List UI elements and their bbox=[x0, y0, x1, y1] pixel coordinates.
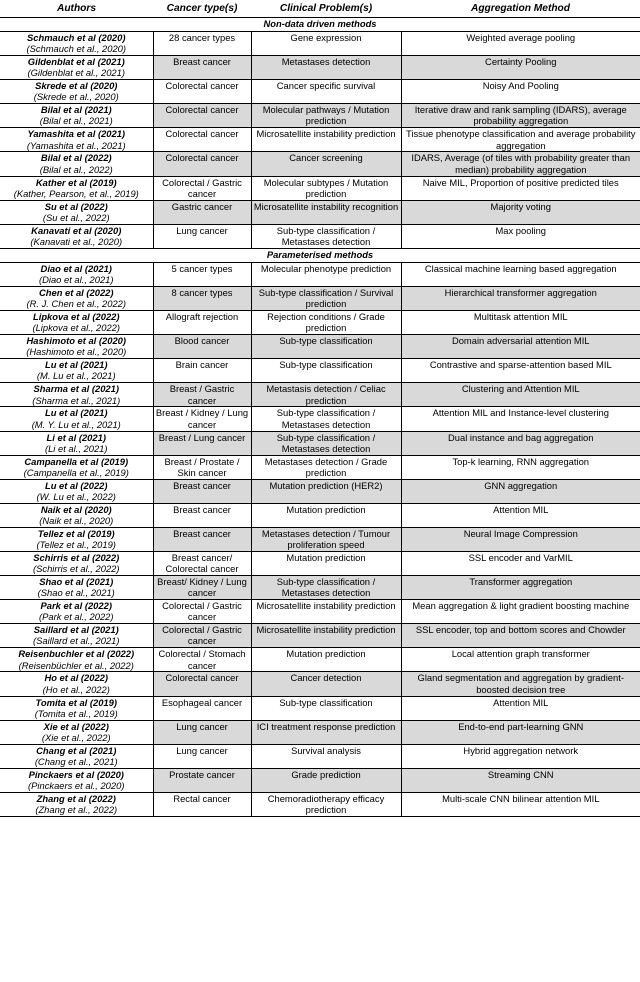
author-name: Diao et al (2021) bbox=[40, 262, 112, 274]
author-citation: (Schmauch et al., 2020) bbox=[26, 43, 127, 55]
author-cell bbox=[0, 286, 153, 310]
author-cell bbox=[0, 176, 153, 200]
author-cell bbox=[0, 455, 153, 479]
author-name: Bilal et al (2021) bbox=[40, 104, 112, 116]
clinical-problem-cell: Molecular subtypes / Mutation prediction bbox=[251, 176, 401, 200]
author-name: Li et al (2021) bbox=[46, 431, 106, 443]
section-title: Parameterised methods bbox=[0, 248, 640, 262]
table-row bbox=[0, 720, 640, 744]
cancer-type-cell: Breast cancer bbox=[153, 503, 251, 527]
cancer-type-cell: Esophageal cancer bbox=[153, 696, 251, 720]
cancer-type-cell: Colorectal cancer bbox=[153, 104, 251, 128]
table-body bbox=[0, 18, 640, 817]
clinical-problem-cell: Grade prediction bbox=[251, 768, 401, 792]
author-cell bbox=[0, 128, 153, 152]
cancer-type-cell: Colorectal / Gastric cancer bbox=[153, 176, 251, 200]
section-row bbox=[0, 18, 640, 32]
aggregation-method-cell: Tissue phenotype classification and average probability aggregation bbox=[401, 128, 640, 152]
author-citation: (W. Lu et al., 2022) bbox=[36, 490, 116, 502]
author-citation: (Skrede et al., 2020) bbox=[33, 91, 119, 103]
clinical-problem-cell: Metastases detection / Grade prediction bbox=[251, 455, 401, 479]
aggregation-method-cell: Transformer aggregation bbox=[401, 576, 640, 600]
cancer-type-cell: Breast cancer bbox=[153, 527, 251, 551]
cancer-type-cell: Lung cancer bbox=[153, 224, 251, 248]
header-row bbox=[0, 0, 640, 18]
clinical-problem-cell: Rejection conditions / Grade prediction bbox=[251, 311, 401, 335]
cancer-type-cell: Prostate cancer bbox=[153, 768, 251, 792]
clinical-problem-cell: Cancer specific survival bbox=[251, 80, 401, 104]
aggregation-method-cell: Iterative draw and rank sampling (IDARS), average probability aggregation bbox=[401, 104, 640, 128]
cancer-type-cell: Rectal cancer bbox=[153, 792, 251, 816]
clinical-problem-cell: ICI treatment response prediction bbox=[251, 720, 401, 744]
clinical-problem-cell: Sub-type classification / Metastases detection bbox=[251, 431, 401, 455]
author-cell bbox=[0, 56, 153, 80]
author-citation: (Schirris et al., 2022) bbox=[33, 563, 120, 575]
author-cell bbox=[0, 527, 153, 551]
table-row bbox=[0, 768, 640, 792]
table-row bbox=[0, 383, 640, 407]
table-row bbox=[0, 407, 640, 431]
table-row bbox=[0, 200, 640, 224]
table-row bbox=[0, 648, 640, 672]
cancer-type-cell: Breast / Gastric cancer bbox=[153, 383, 251, 407]
author-citation: (Bilal et al., 2021) bbox=[39, 115, 113, 127]
aggregation-method-cell: Hybrid aggregation network bbox=[401, 744, 640, 768]
cancer-type-cell: Breast cancer/ Colorectal cancer bbox=[153, 551, 251, 575]
aggregation-method-cell: Top-k learning, RNN aggregation bbox=[401, 455, 640, 479]
cancer-type-cell: Blood cancer bbox=[153, 335, 251, 359]
author-cell bbox=[0, 768, 153, 792]
author-cell bbox=[0, 720, 153, 744]
aggregation-method-cell: SSL encoder, top and bottom scores and Chowder bbox=[401, 624, 640, 648]
aggregation-method-cell: End-to-end part-learning GNN bbox=[401, 720, 640, 744]
author-cell bbox=[0, 672, 153, 696]
table-row bbox=[0, 624, 640, 648]
author-name: Zhang et al (2022) bbox=[36, 792, 116, 804]
author-name: Gildenblat et al (2021) bbox=[27, 56, 125, 68]
table-row bbox=[0, 551, 640, 575]
table-row bbox=[0, 80, 640, 104]
cancer-type-cell: 28 cancer types bbox=[153, 32, 251, 56]
clinical-problem-cell: Mutation prediction bbox=[251, 551, 401, 575]
clinical-problem-cell: Sub-type classification / Metastases detection bbox=[251, 224, 401, 248]
aggregation-method-cell: Streaming CNN bbox=[401, 768, 640, 792]
table-row bbox=[0, 455, 640, 479]
clinical-problem-cell: Metastasis detection / Celiac prediction bbox=[251, 383, 401, 407]
cancer-type-cell: Breast cancer bbox=[153, 479, 251, 503]
aggregation-method-cell: Certainty Pooling bbox=[401, 56, 640, 80]
author-cell bbox=[0, 479, 153, 503]
author-name: Sharma et al (2021) bbox=[33, 383, 119, 395]
clinical-problem-cell: Molecular phenotype prediction bbox=[251, 262, 401, 286]
author-name: Lu et al (2022) bbox=[44, 479, 108, 491]
clinical-problem-cell: Mutation prediction bbox=[251, 648, 401, 672]
author-name: Pinckaers et al (2020) bbox=[28, 768, 124, 780]
cancer-type-cell: Colorectal cancer bbox=[153, 152, 251, 176]
author-citation: (Li et al., 2021) bbox=[44, 442, 108, 454]
author-cell bbox=[0, 503, 153, 527]
author-cell bbox=[0, 104, 153, 128]
author-citation: (Bilal et al., 2022) bbox=[39, 163, 113, 175]
author-citation: (Gildenblat et al., 2021) bbox=[27, 67, 125, 79]
author-name: Skrede et al (2020) bbox=[35, 80, 118, 92]
author-name: Tomita et al (2019) bbox=[35, 696, 117, 708]
table-row bbox=[0, 104, 640, 128]
clinical-problem-cell: Microsatellite instability prediction bbox=[251, 128, 401, 152]
table-row bbox=[0, 576, 640, 600]
table-row bbox=[0, 128, 640, 152]
aggregation-method-cell: Dual instance and bag aggregation bbox=[401, 431, 640, 455]
clinical-problem-cell: Metastases detection / Tumour proliferation speed bbox=[251, 527, 401, 551]
aggregation-method-cell: Weighted average pooling bbox=[401, 32, 640, 56]
table-row bbox=[0, 672, 640, 696]
author-citation: (Saillard et al., 2021) bbox=[32, 635, 120, 647]
author-cell bbox=[0, 696, 153, 720]
author-name: Lu et al (2021) bbox=[44, 407, 108, 419]
clinical-problem-cell: Mutation prediction bbox=[251, 503, 401, 527]
author-cell bbox=[0, 551, 153, 575]
author-citation: (Shao et al., 2021) bbox=[37, 587, 115, 599]
table-row bbox=[0, 262, 640, 286]
author-name: Schmauch et al (2020) bbox=[27, 32, 126, 43]
author-cell bbox=[0, 383, 153, 407]
aggregation-method-cell: Attention MIL bbox=[401, 503, 640, 527]
clinical-problem-cell: Microsatellite instability recognition bbox=[251, 200, 401, 224]
author-cell bbox=[0, 624, 153, 648]
aggregation-method-cell: Local attention graph transformer bbox=[401, 648, 640, 672]
author-citation: (Pinckaers et al., 2020) bbox=[28, 780, 125, 792]
clinical-problem-cell: Chemoradiotherapy efficacy prediction bbox=[251, 792, 401, 816]
clinical-problem-cell: Sub-type classification / Metastases detection bbox=[251, 407, 401, 431]
author-cell bbox=[0, 262, 153, 286]
cancer-type-cell: Lung cancer bbox=[153, 744, 251, 768]
clinical-problem-cell: Sub-type classification bbox=[251, 359, 401, 383]
author-cell bbox=[0, 792, 153, 816]
cancer-type-cell: Breast / Lung cancer bbox=[153, 431, 251, 455]
author-citation: (Diao et al., 2021) bbox=[38, 274, 114, 286]
author-cell bbox=[0, 600, 153, 624]
author-name: Ho et al (2022) bbox=[44, 672, 109, 684]
author-citation: (Hashimoto et al., 2020) bbox=[26, 346, 127, 358]
author-cell bbox=[0, 152, 153, 176]
author-name: Tellez et al (2019) bbox=[37, 527, 115, 539]
cancer-type-cell: Breast / Kidney / Lung cancer bbox=[153, 407, 251, 431]
table-row bbox=[0, 792, 640, 816]
cancer-type-cell: Colorectal cancer bbox=[153, 80, 251, 104]
aggregation-method-cell: Clustering and Attention MIL bbox=[401, 383, 640, 407]
author-cell bbox=[0, 407, 153, 431]
author-citation: (Yamashita et al., 2021) bbox=[26, 139, 126, 151]
cancer-type-cell: Brain cancer bbox=[153, 359, 251, 383]
table-row bbox=[0, 600, 640, 624]
clinical-problem-cell: Molecular pathways / Mutation prediction bbox=[251, 104, 401, 128]
clinical-problem-cell: Microsatellite instability prediction bbox=[251, 624, 401, 648]
aggregation-method-cell: Attention MIL bbox=[401, 696, 640, 720]
aggregation-method-cell: Multi-scale CNN bilinear attention MIL bbox=[401, 792, 640, 816]
aggregation-method-cell: SSL encoder and VarMIL bbox=[401, 551, 640, 575]
table-row bbox=[0, 359, 640, 383]
author-name: Reisenbuchler et al (2022) bbox=[18, 648, 135, 660]
table-row bbox=[0, 479, 640, 503]
author-citation: (Campanella et al., 2019) bbox=[23, 466, 129, 478]
author-name: Lipkova et al (2022) bbox=[33, 311, 120, 323]
aggregation-method-cell: Mean aggregation & light gradient boosting machine bbox=[401, 600, 640, 624]
aggregation-method-cell: Max pooling bbox=[401, 224, 640, 248]
section-title: Non-data driven methods bbox=[0, 18, 640, 32]
table-row bbox=[0, 152, 640, 176]
author-name: Kather et al (2019) bbox=[35, 176, 117, 188]
cancer-type-cell: Gastric cancer bbox=[153, 200, 251, 224]
author-cell bbox=[0, 80, 153, 104]
author-cell bbox=[0, 576, 153, 600]
author-citation: (Kather, Pearson, et al., 2019) bbox=[13, 187, 139, 199]
author-citation: (Zhang et al., 2022) bbox=[35, 804, 118, 816]
aggregation-method-cell: Neural Image Compression bbox=[401, 527, 640, 551]
aggregation-method-cell: GNN aggregation bbox=[401, 479, 640, 503]
aggregation-method-cell: Domain adversarial attention MIL bbox=[401, 335, 640, 359]
cancer-type-cell: Colorectal cancer bbox=[153, 672, 251, 696]
cancer-type-cell: Lung cancer bbox=[153, 720, 251, 744]
author-cell bbox=[0, 359, 153, 383]
cancer-type-cell: Colorectal cancer bbox=[153, 128, 251, 152]
clinical-problem-cell: Sub-type classification / Survival prediction bbox=[251, 286, 401, 310]
aggregation-method-cell: Hierarchical transformer aggregation bbox=[401, 286, 640, 310]
author-citation: (Kanavati et al., 2020) bbox=[30, 235, 123, 247]
author-name: Hashimoto et al (2020) bbox=[26, 335, 126, 347]
table-row bbox=[0, 286, 640, 310]
author-name: Campanella et al (2019) bbox=[24, 455, 129, 467]
aggregation-method-cell: Classical machine learning based aggregation bbox=[401, 262, 640, 286]
cancer-type-cell: Colorectal / Gastric cancer bbox=[153, 600, 251, 624]
author-cell bbox=[0, 311, 153, 335]
header-aggregation-method: Aggregation Method bbox=[401, 0, 640, 18]
cancer-type-cell: Breast cancer bbox=[153, 56, 251, 80]
cancer-type-cell: 8 cancer types bbox=[153, 286, 251, 310]
cancer-type-cell: Colorectal / Gastric cancer bbox=[153, 624, 251, 648]
author-cell bbox=[0, 200, 153, 224]
clinical-problem-cell: Sub-type classification bbox=[251, 335, 401, 359]
aggregation-method-cell: Contrastive and sparse-attention based MIL bbox=[401, 359, 640, 383]
author-cell bbox=[0, 648, 153, 672]
author-citation: (Xie et al., 2022) bbox=[41, 731, 111, 743]
author-citation: (R. J. Chen et al., 2022) bbox=[26, 298, 127, 310]
table-row bbox=[0, 527, 640, 551]
author-citation: (M. Y. Lu et al., 2021) bbox=[31, 418, 121, 430]
aggregation-method-cell: Attention MIL and Instance-level clustering bbox=[401, 407, 640, 431]
section-row bbox=[0, 248, 640, 262]
author-citation: (Tellez et al., 2019) bbox=[36, 539, 116, 551]
table-row bbox=[0, 696, 640, 720]
author-cell bbox=[0, 744, 153, 768]
author-cell bbox=[0, 335, 153, 359]
author-cell bbox=[0, 431, 153, 455]
aggregation-method-cell: Gland segmentation and aggregation by gradient-boosted decision tree bbox=[401, 672, 640, 696]
cancer-type-cell: Breast / Prostate / Skin cancer bbox=[153, 455, 251, 479]
author-citation: (Park et al., 2022) bbox=[38, 611, 114, 623]
author-name: Xie et al (2022) bbox=[43, 720, 109, 732]
aggregation-method-cell: IDARS, Average (of tiles with probability greater than median) probability aggregation bbox=[401, 152, 640, 176]
clinical-problem-cell: Microsatellite instability prediction bbox=[251, 600, 401, 624]
header-cancer-types: Cancer type(s) bbox=[153, 0, 251, 18]
author-citation: (Naik et al., 2020) bbox=[39, 514, 114, 526]
author-citation: (Su et al., 2022) bbox=[42, 211, 110, 223]
clinical-problem-cell: Survival analysis bbox=[251, 744, 401, 768]
author-name: Chang et al (2021) bbox=[36, 744, 117, 756]
table-row bbox=[0, 56, 640, 80]
author-name: Shao et al (2021) bbox=[39, 576, 114, 588]
table-row bbox=[0, 176, 640, 200]
author-name: Naik et al (2020) bbox=[40, 503, 112, 515]
author-name: Kanavati et al (2020) bbox=[31, 224, 122, 236]
author-cell bbox=[0, 32, 153, 56]
table-row bbox=[0, 431, 640, 455]
cancer-type-cell: 5 cancer types bbox=[153, 262, 251, 286]
table-row bbox=[0, 335, 640, 359]
clinical-problem-cell: Gene expression bbox=[251, 32, 401, 56]
cancer-type-cell: Colorectal / Stomach cancer bbox=[153, 648, 251, 672]
author-name: Lu et al (2021) bbox=[44, 359, 108, 371]
table-row bbox=[0, 224, 640, 248]
author-citation: (Tomita et al., 2019) bbox=[34, 707, 118, 719]
author-citation: (Reisenbüchler et al., 2022) bbox=[18, 659, 134, 671]
aggregation-method-cell: Naive MIL, Proportion of positive predicted tiles bbox=[401, 176, 640, 200]
author-citation: (Sharma et al., 2021) bbox=[32, 394, 121, 406]
author-name: Bilal et al (2022) bbox=[40, 152, 112, 164]
aggregation-method-cell: Multitask attention MIL bbox=[401, 311, 640, 335]
author-name: Schirris et al (2022) bbox=[33, 551, 120, 563]
table-row bbox=[0, 744, 640, 768]
header-clinical-problems: Clinical Problem(s) bbox=[251, 0, 401, 18]
author-citation: (M. Lu et al., 2021) bbox=[36, 370, 116, 382]
aggregation-method-cell: Noisy And Pooling bbox=[401, 80, 640, 104]
header-authors: Authors bbox=[0, 0, 153, 18]
table-row bbox=[0, 311, 640, 335]
author-citation: (Ho et al., 2022) bbox=[42, 683, 110, 695]
table-row bbox=[0, 503, 640, 527]
author-name: Park et al (2022) bbox=[40, 600, 112, 612]
author-name: Saillard et al (2021) bbox=[33, 624, 119, 636]
aggregation-method-cell: Majority voting bbox=[401, 200, 640, 224]
author-name: Chen et al (2022) bbox=[38, 286, 114, 298]
author-name: Su et al (2022) bbox=[44, 200, 108, 212]
table-row bbox=[0, 32, 640, 56]
author-cell bbox=[0, 224, 153, 248]
author-citation: (Lipkova et al., 2022) bbox=[32, 322, 121, 334]
clinical-problem-cell: Sub-type classification bbox=[251, 696, 401, 720]
author-citation: (Chang et al., 2021) bbox=[34, 755, 118, 767]
clinical-problem-cell: Sub-type classification / Metastases detection bbox=[251, 576, 401, 600]
author-name: Yamashita et al (2021) bbox=[27, 128, 126, 140]
cancer-type-cell: Allograft rejection bbox=[153, 311, 251, 335]
clinical-problem-cell: Mutation prediction (HER2) bbox=[251, 479, 401, 503]
clinical-problem-cell: Metastases detection bbox=[251, 56, 401, 80]
clinical-problem-cell: Cancer detection bbox=[251, 672, 401, 696]
cancer-type-cell: Breast/ Kidney / Lung cancer bbox=[153, 576, 251, 600]
clinical-problem-cell: Cancer screening bbox=[251, 152, 401, 176]
